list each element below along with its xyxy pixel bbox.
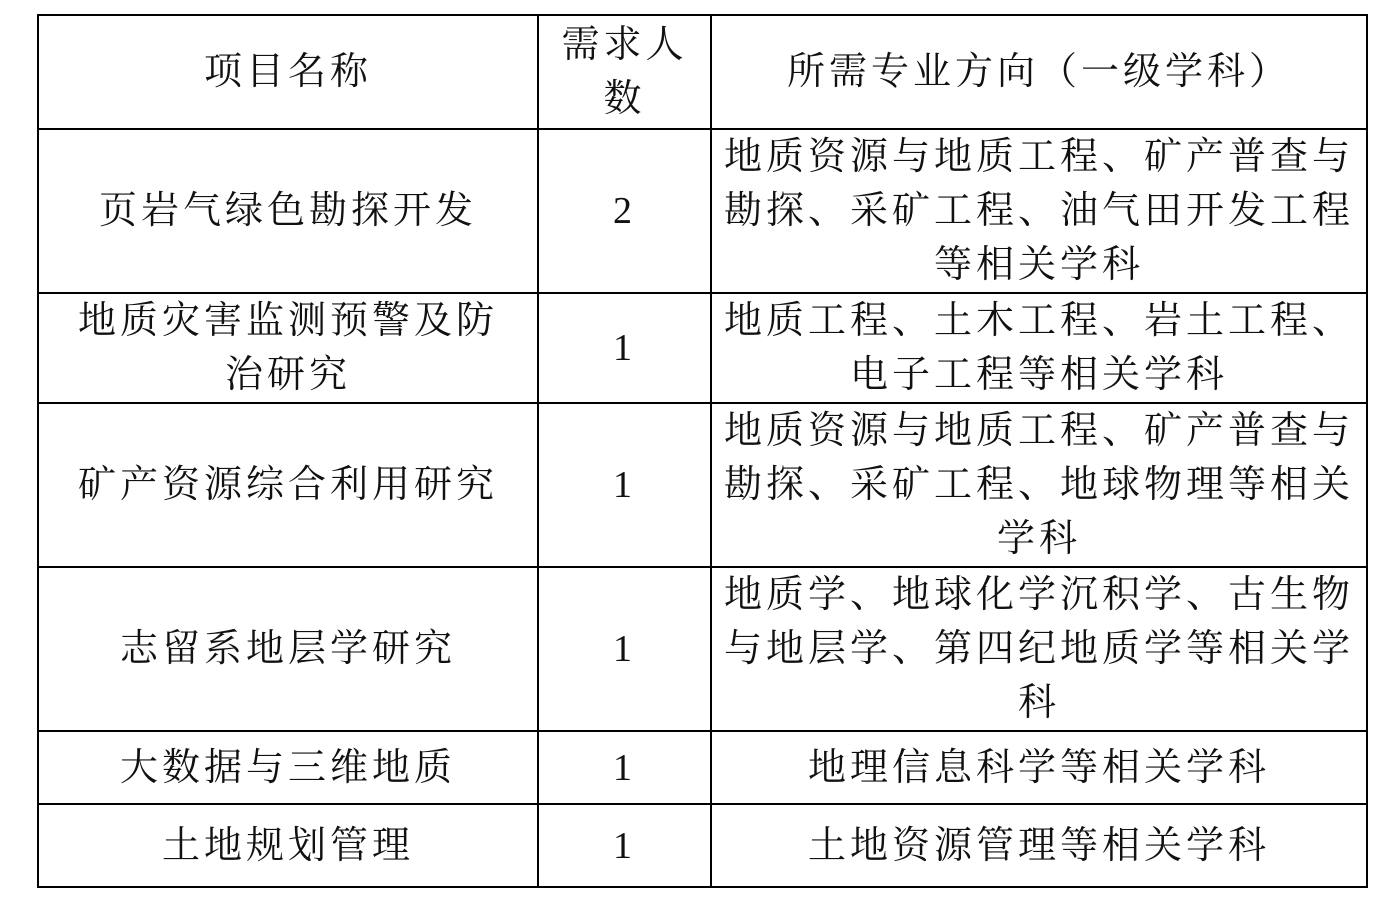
required-majors-cell: 地质学、地球化学沉积学、古生物与地层学、第四纪地质学等相关学科 [711, 567, 1367, 731]
column-header-required-majors: 所需专业方向（一级学科） [711, 15, 1367, 129]
table-header [38, 15, 1367, 129]
project-name-cell: 大数据与三维地质 [38, 731, 538, 804]
headcount-cell: 1 [538, 804, 711, 887]
project-name-cell: 志留系地层学研究 [38, 567, 538, 731]
table-row [38, 567, 1367, 731]
required-majors-cell: 地质资源与地质工程、矿产普查与勘探、采矿工程、油气田开发工程等相关学科 [711, 129, 1367, 293]
table-row [38, 293, 1367, 403]
project-name-cell: 页岩气绿色勘探开发 [38, 129, 538, 293]
table-body [38, 129, 1367, 887]
column-header-headcount: 需求人数 [538, 15, 711, 129]
project-requirements-table [37, 14, 1368, 888]
required-majors-cell: 地质资源与地质工程、矿产普查与勘探、采矿工程、地球物理等相关学科 [711, 403, 1367, 567]
required-majors-cell: 土地资源管理等相关学科 [711, 804, 1367, 887]
project-name-cell: 地质灾害监测预警及防治研究 [38, 293, 538, 403]
table-row [38, 804, 1367, 887]
headcount-cell: 1 [538, 567, 711, 731]
required-majors-cell: 地质工程、土木工程、岩土工程、电子工程等相关学科 [711, 293, 1367, 403]
project-name-cell: 矿产资源综合利用研究 [38, 403, 538, 567]
headcount-cell: 2 [538, 129, 711, 293]
table-row [38, 129, 1367, 293]
table-row [38, 731, 1367, 804]
headcount-cell: 1 [538, 403, 711, 567]
required-majors-cell: 地理信息科学等相关学科 [711, 731, 1367, 804]
headcount-cell: 1 [538, 293, 711, 403]
column-header-project-name: 项目名称 [38, 15, 538, 129]
project-name-cell: 土地规划管理 [38, 804, 538, 887]
header-row [38, 15, 1367, 129]
table-row [38, 403, 1367, 567]
headcount-cell: 1 [538, 731, 711, 804]
